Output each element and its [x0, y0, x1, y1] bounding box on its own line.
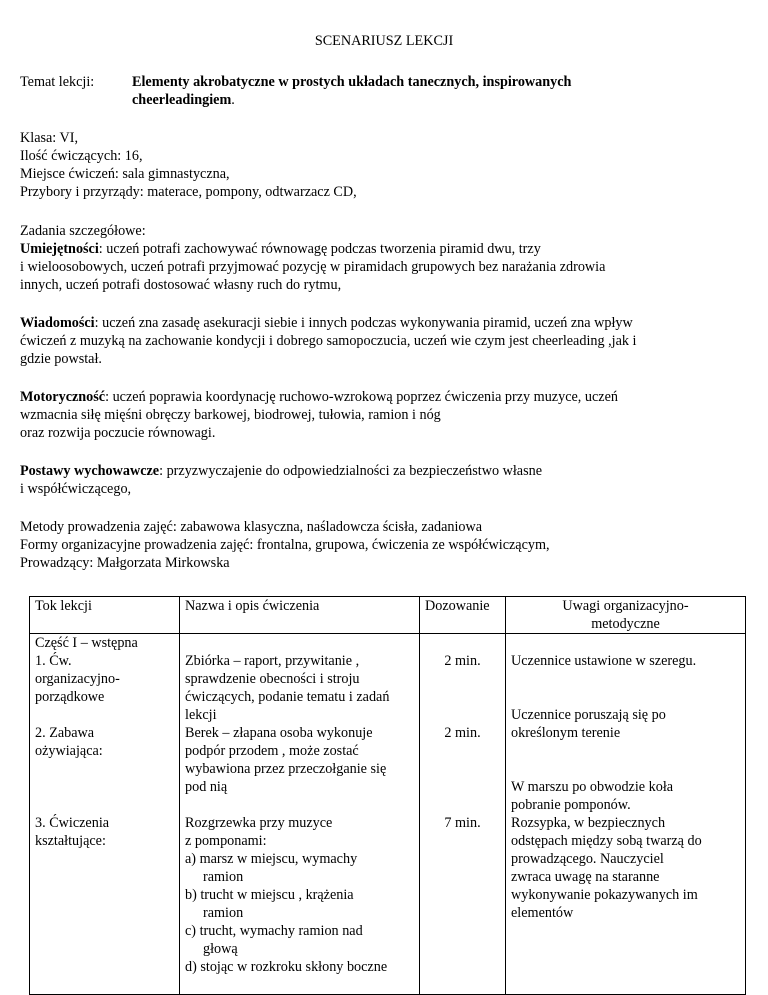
col4-line: odstępach między sobą twarzą do [511, 833, 702, 849]
knowledge-line-3: gdzie powstał. [20, 351, 102, 367]
skills-line-1: : uczeń potrafi zachowywać równowagę podczas tworzenia piramid dwu, trzy [98, 241, 541, 257]
info-count: Ilość ćwiczących: 16, [20, 148, 143, 164]
col2-line: z pomponami: [185, 833, 267, 849]
col1-item2-a: 2. Zabawa [35, 725, 95, 741]
col1-item1-a: 1. Ćw. [35, 653, 72, 669]
knowledge-line-2: ćwiczeń z muzyką na zachowanie kondycji i dobrego samopoczucia, uczeń wie czym jest cheerleading ,jak i [20, 333, 637, 349]
skills-label: Umiejętności [20, 241, 99, 257]
topic-line-2: cheerleadingiem [132, 92, 232, 108]
dosage-2: 2 min. [444, 725, 481, 741]
col4-line: określonym terenie [511, 725, 621, 741]
attitudes-line-1: : przyzwyczajenie do odpowiedzialności za bezpieczeństwo własne [159, 463, 542, 479]
motor-label: Motoryczność [20, 389, 106, 405]
lesson-topic [20, 73, 740, 109]
col4-line: elementów [511, 905, 574, 921]
teacher-line: Prowadzący: Małgorzata Mirkowska [20, 555, 230, 571]
tasks-heading: Zadania szczegółowe: [20, 223, 146, 239]
col2-line: lekcji [185, 707, 217, 723]
col2-line: Rozgrzewka przy muzyce [185, 815, 333, 831]
col4-line: prowadzącego. Nauczyciel [511, 851, 664, 867]
col2-line: pod nią [185, 779, 228, 795]
col4-line: Uczennice ustawione w szeregu. [511, 653, 697, 669]
document-title: SCENARIUSZ LEKCJI [314, 33, 454, 49]
knowledge-label: Wiadomości [20, 315, 95, 331]
col4-line: Rozsypka, w bezpiecznych [511, 815, 666, 831]
col4-line: zwraca uwagę na staranne [511, 869, 660, 885]
motor-line-1: : uczeń poprawia koordynację ruchowo-wzrokową poprzez ćwiczenia przy muzyce, uczeń [105, 389, 618, 405]
tasks-section [20, 222, 738, 294]
topic-line-2-tail: . [231, 92, 235, 108]
header-exercise: Nazwa i opis ćwiczenia [185, 598, 320, 614]
lesson-table [29, 596, 746, 995]
col2-line: wybawiona przez przeczołganie się [185, 761, 387, 777]
topic-label: Temat lekcji: [20, 74, 95, 90]
col1-part: Część I – wstępna [35, 635, 138, 651]
col2-line: Zbiórka – raport, przywitanie , [185, 653, 360, 669]
methods-line: Metody prowadzenia zajęć: zabawowa klasyczna, naśladowcza ścisła, zadaniowa [20, 519, 483, 535]
col1-item3-a: 3. Ćwiczenia [35, 815, 110, 831]
col4-line: wykonywanie pokazywanych im [511, 887, 698, 903]
col1-item2-b: ożywiająca: [35, 743, 103, 759]
motor-section [20, 388, 738, 442]
header-notes-1: Uwagi organizacyjno- [562, 598, 689, 614]
info-class: Klasa: VI, [20, 130, 79, 146]
col2-line: b) trucht w miejscu , krążenia [185, 887, 354, 903]
motor-line-2: wzmacnia siłę mięśni obręczy barkowej, biodrowej, tułowia, ramion i nóg [20, 407, 441, 423]
col2-line: głową [203, 941, 238, 957]
col2-line: c) trucht, wymachy ramion nad [185, 923, 363, 939]
header-course: Tok lekcji [35, 598, 92, 614]
col1-item1-b: organizacyjno- [35, 671, 120, 687]
dosage-1: 2 min. [444, 653, 481, 669]
skills-line-3: innych, uczeń potrafi dostosować własny ruch do rytmu, [20, 277, 342, 293]
col4-line: W marszu po obwodzie koła [511, 779, 674, 795]
attitudes-section [20, 462, 738, 498]
dosage-3: 7 min. [444, 815, 481, 831]
methods-section [20, 518, 738, 572]
knowledge-section [20, 314, 738, 368]
col2-line: ćwiczących, podanie tematu i zadań [185, 689, 390, 705]
col2-line: ramion [203, 869, 244, 885]
col4-line: Uczennice poruszają się po [511, 707, 666, 723]
lesson-info [20, 129, 738, 201]
attitudes-label: Postawy wychowawcze [20, 463, 160, 479]
table-row [30, 634, 746, 995]
info-equipment: Przybory i przyrządy: materace, pompony, odtwarzacz CD, [20, 184, 357, 200]
forms-line: Formy organizacyjne prowadzenia zajęć: frontalna, grupowa, ćwiczenia ze współćwiczącym, [20, 537, 550, 553]
skills-line-2: i wieloosobowych, uczeń potrafi przyjmować pozycję w piramidach grupowych bez narażania zdrowia [20, 259, 606, 275]
knowledge-line-1: : uczeń zna zasadę asekuracji siebie i innych podczas wykonywania piramid, uczeń zna wpływ [94, 315, 633, 331]
col2-line: a) marsz w miejscu, wymachy [185, 851, 358, 867]
col2-line: podpór przodem , może zostać [185, 743, 359, 759]
col2-line: Berek – złapana osoba wykonuje [185, 725, 373, 741]
motor-line-3: oraz rozwija poczucie równowagi. [20, 425, 216, 441]
info-place: Miejsce ćwiczeń: sala gimnastyczna, [20, 166, 230, 182]
topic-line-1: Elementy akrobatyczne w prostych układach tanecznych, inspirowanych [132, 74, 572, 90]
col2-line: d) stojąc w rozkroku skłony boczne [185, 959, 388, 975]
attitudes-line-2: i współćwiczącego, [20, 481, 132, 497]
header-notes-2: metodyczne [591, 616, 660, 632]
col1-item3-b: kształtujące: [35, 833, 106, 849]
col4-line: pobranie pomponów. [511, 797, 631, 813]
col1-item1-c: porządkowe [35, 689, 105, 705]
header-dosage: Dozowanie [425, 598, 490, 614]
table-header-row [30, 597, 746, 634]
col2-line: sprawdzenie obecności i stroju [185, 671, 360, 687]
col2-line: ramion [203, 905, 244, 921]
